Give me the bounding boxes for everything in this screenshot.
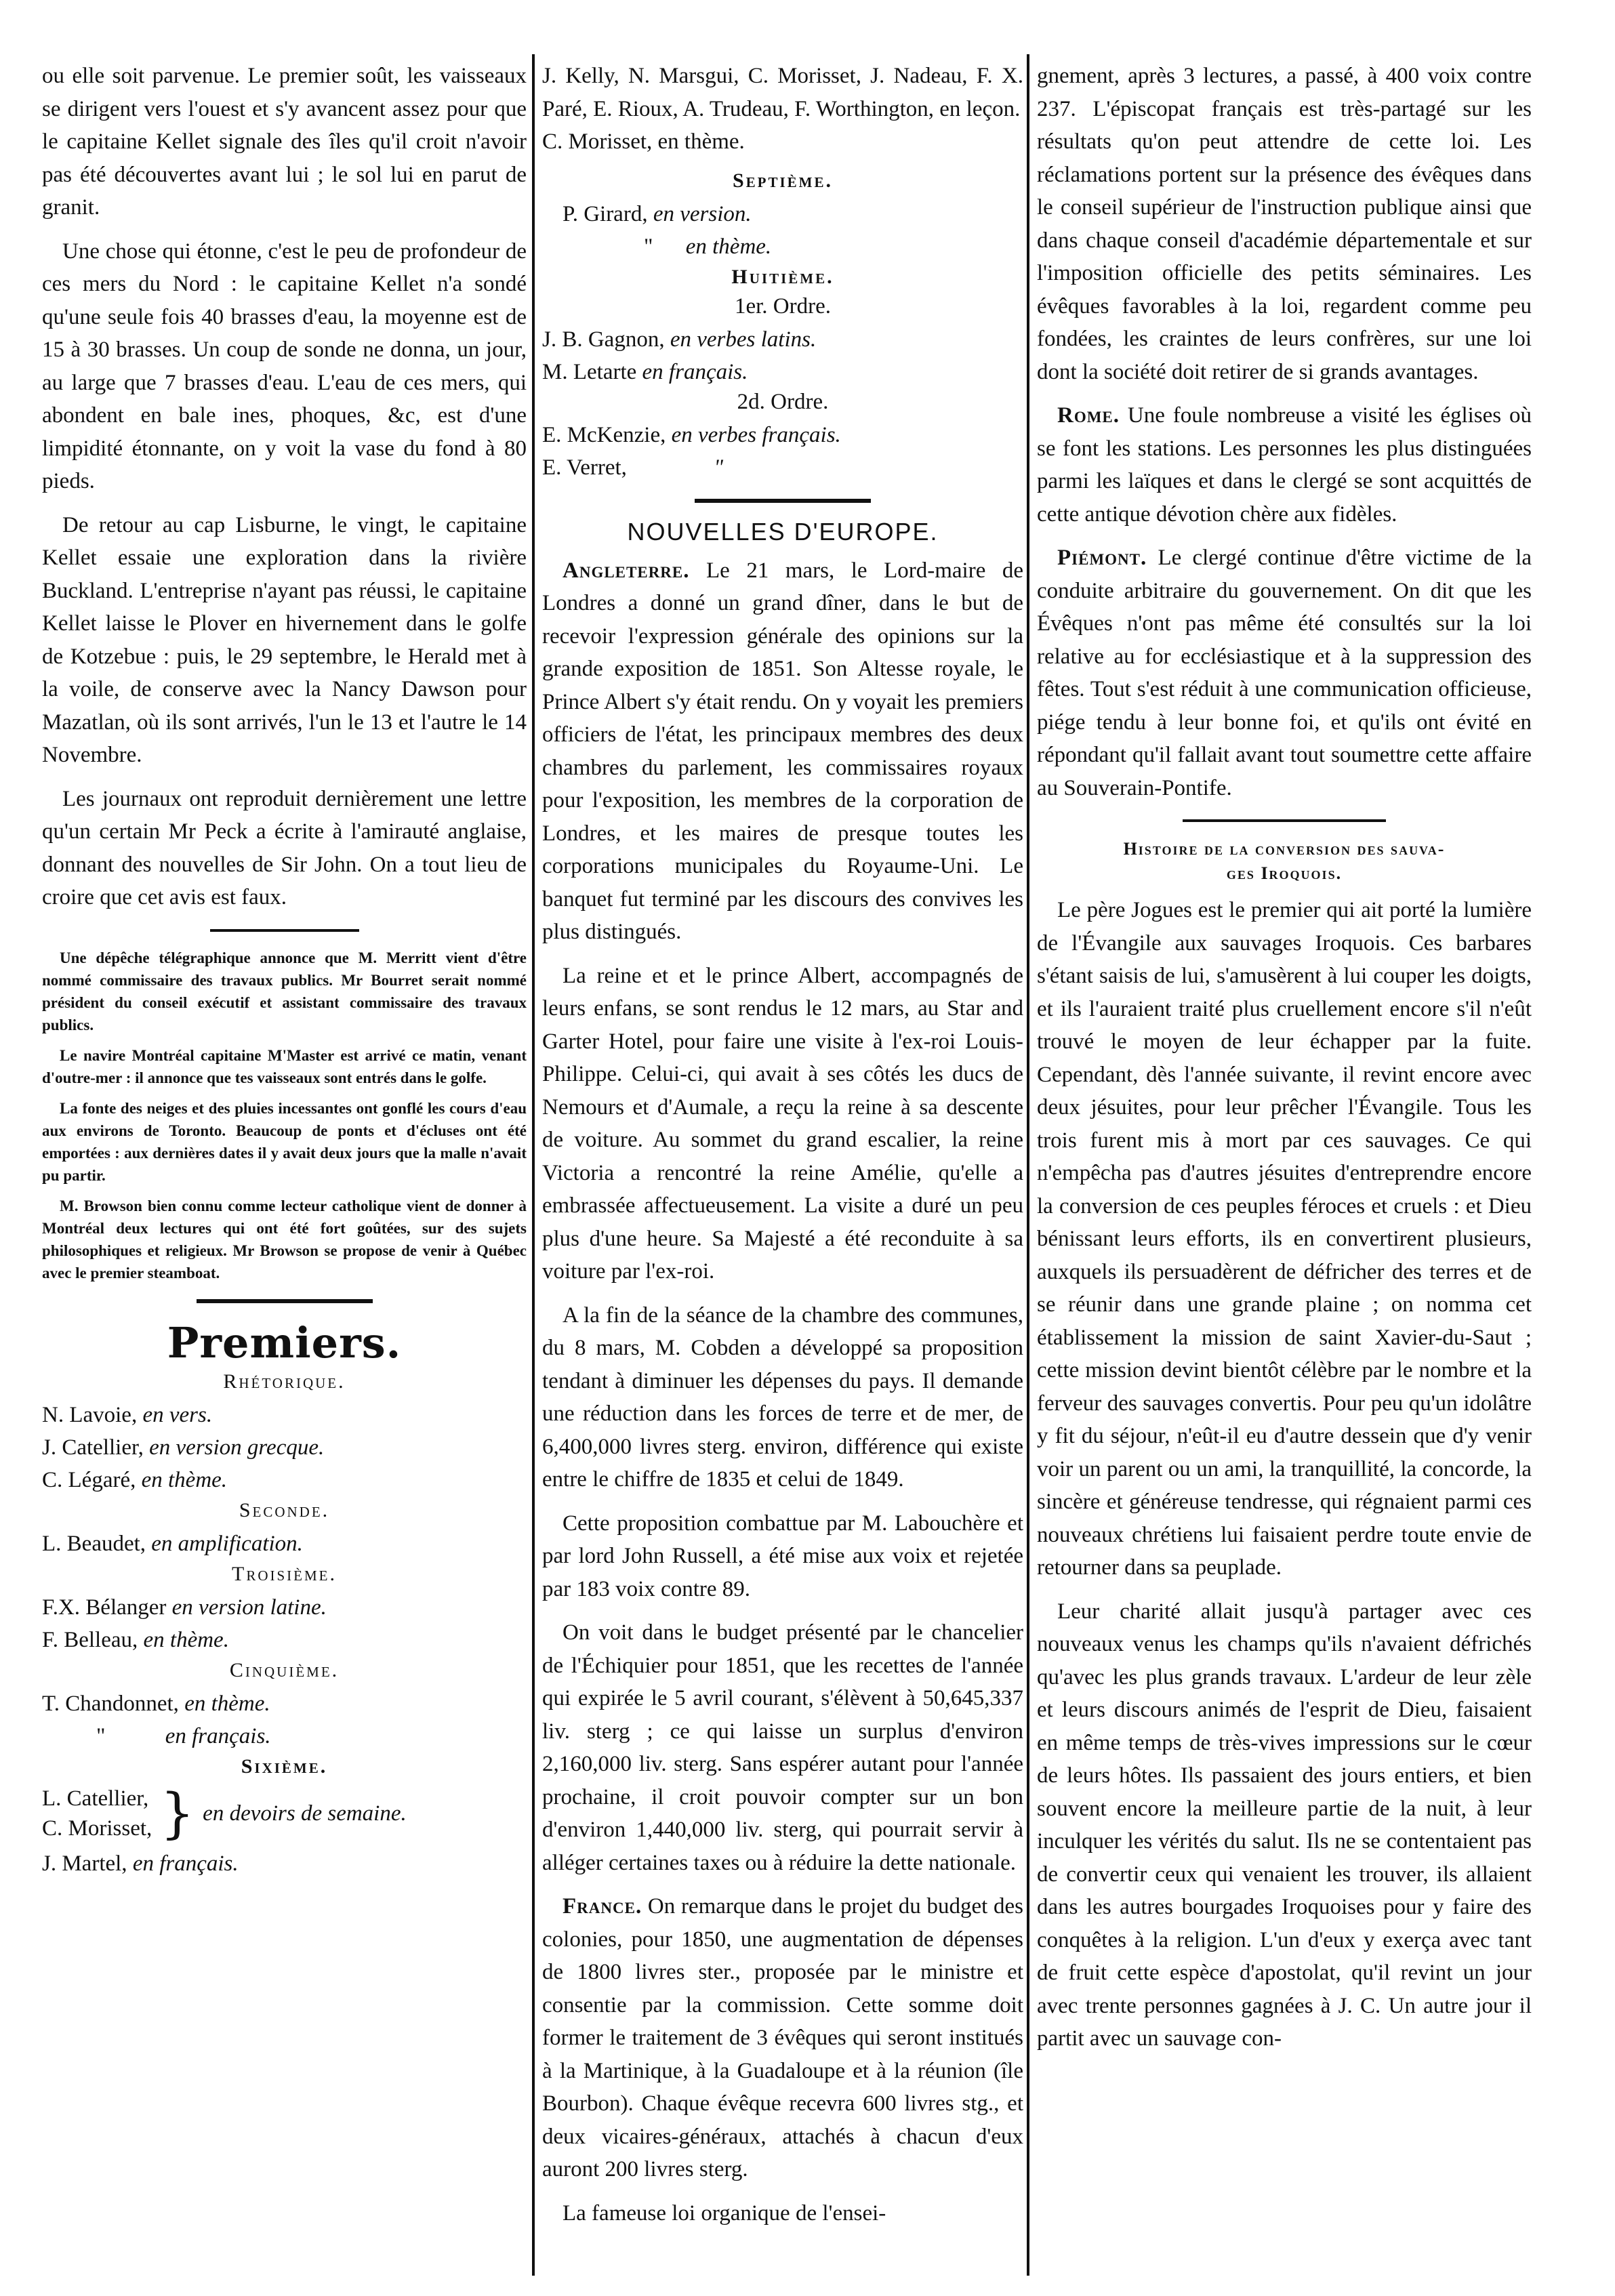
prize-subject: en devoirs de semaine.: [203, 1801, 407, 1826]
paragraph: ou elle soit parvenue. Le premier soût, les vaisseaux se dirigent vers l'ouest et s'y avancent assez pour que le capitaine Kellet signale des îles qu'il croit n'avoir pas été découvertes avant lui ; le sol lui en parut de granit.: [42, 64, 527, 220]
order-heading: 2d. Ordre.: [737, 389, 829, 414]
separator: [197, 1299, 373, 1303]
class-heading: Huitième.: [731, 265, 834, 288]
column-rule-1: [532, 54, 535, 2276]
section-title: Histoire de la conversion des sauva- ges Iroquois.: [1123, 839, 1446, 883]
brace-glyph: }: [160, 1781, 195, 1845]
separator: [1183, 819, 1386, 822]
class-heading: Cinquième.: [229, 1658, 340, 1681]
prize-line: J. Martel, en français.: [42, 1851, 239, 1876]
article-paragraph: Le père Jogues est le premier qui ait porté la lumière de l'Évangile aux sauvages Iroquois. Ces barbares s'étant saisis de lui, s'amusèrent à lui couper les doigts, et ils l'auraient traité plus cruellement encore s'il n'eût trouvé le moyen de leur échapper par la fuite. Cependant, dès l'année suivante, il revint encore avec deux jésuites, pour leur prêcher l'Évangile. Tous les trois furent mis à mort par ces sauvages. Ce qui n'empêcha pas d'autres jésuites d'entreprendre encore la conversion de ces peuples féroces et cruels : et Dieu bénissant leurs efforts, ils en convertirent plusieurs, auxquels ils persuadèrent de défricher des terres et de se réunir dans une grande plaine ; on nomma cet établissement la mission de saint Xavier-du-Saut ; cette mission devint bientôt célèbre par le nombre et la ferveur des sauvages convertis. Pour peu qu'un idolâtre y fit du séjour, n'eût-il eu d'autre dessein que d'y venir voir un parent ou un ami, la tranquillité, la concorde, la sincère et généreuse tendresse, qui régnaient parmi ces nouveaux chrétiens lui faisaient perdre toute envie de retourner dans sa peuplade.: [1037, 898, 1532, 1580]
student-name: L. Catellier,: [42, 1786, 149, 1811]
class-heading: Septième.: [732, 169, 834, 192]
prize-line: F. Belleau, en thème.: [42, 1627, 229, 1652]
separator: [695, 499, 871, 503]
class-heading: Sixième.: [241, 1755, 328, 1778]
class-heading: Rhétorique.: [223, 1370, 346, 1393]
prize-line: T. Chandonnet, en thème.: [42, 1691, 270, 1716]
prize-line: J. B. Gagnon, en verbes latins.: [542, 327, 817, 352]
prize-line: E. McKenzie, en verbes français.: [542, 422, 841, 447]
prize-line: C. Légaré, en thème.: [42, 1467, 228, 1492]
article-paragraph: France. On remarque dans le projet du budget des colonies, pour 1850, une augmentation de dépenses de 1800 livres ster., proposée par le ministre et consentie par la commission. Cette somme doit former le traitement de 3 évêques qui seront institués à la Martinique, à la Guadaloupe et à la réunion (île Bourbon). Chaque évêque recevra 600 livres stg., et deux vicaires-généraux, attachés à chacun d'eux auront 200 livres sterg.: [542, 1894, 1023, 2181]
prize-paragraph: C. Morisset, en thème.: [542, 129, 745, 154]
class-heading: Troisième.: [232, 1562, 337, 1585]
article-paragraph: Leur charité allait jusqu'à partager avec ces nouveaux venus les champs qu'ils n'avaient défrichés qu'avec les plus grands travaux. L'ardeur de leur zèle et leurs discours animés de l'esprit de Dieu, faisaient en même temps de très-vives impressions sur le cœur de leurs hôtes. Ils passaient des jours entiers, et bien souvent encore la meilleure partie de la nuit, à leur inculquer les vérités du salut. Ils ne se contentaient pas de convertir ceux qui venaient les trouver, ils allaient dans les autres bourgades Iroquoises pour y faire des conquêtes à la religion. L'un d'eux y exerça avec tant de fruit cette espèce d'apostolat, qu'il revint un jour avec trente personnes gagnées à J. C. Un autre jour il partit avec un sauvage con-: [1037, 1599, 1532, 2051]
article-paragraph: Rome. Une foule nombreuse a visité les églises où se font les stations. Les personnes les plus distinguées parmi les laïques et dans le clergé se sont acquittés de cette antique dévotion chère aux fidèles.: [1037, 403, 1532, 527]
prize-line: F.X. Bélanger en version latine.: [42, 1595, 327, 1620]
article-paragraph: La fameuse loi organique de l'ensei-: [563, 2200, 886, 2226]
order-heading: 1er. Ordre.: [734, 293, 832, 319]
student-name: C. Morisset,: [42, 1816, 152, 1841]
prize-line: " en thème.: [644, 234, 772, 259]
prize-line: J. Catellier, en version grecque.: [42, 1435, 325, 1460]
prize-line: " en français.: [96, 1723, 271, 1748]
paragraph: Les journaux ont reproduit dernièrement une lettre qu'un certain Mr Peck a écrite à l'amirauté anglaise, donnant des nouvelles de Sir John. On a tout lieu de croire que cet avis est faux.: [42, 786, 527, 909]
news-brief: Le navire Montréal capitaine M'Master est arrivé ce matin, venant d'outre-mer : il annonce que tes vaisseaux sont entrés dans le golfe.: [42, 1046, 527, 1086]
prize-line: L. Beaudet, en amplification.: [42, 1531, 303, 1556]
prize-paragraph: J. Kelly, N. Marsgui, C. Morisset, J. Nadeau, F. X. Paré, E. Rioux, A. Trudeau, F. Worthington, en leçon.: [542, 64, 1023, 121]
article-paragraph: A la fin de la séance de la chambre des communes, du 8 mars, M. Cobden a développé sa proposition tendant à diminuer les dépenses du pays. Il demande une réduction dans les forces de terre et de mer, de 6,400,000 livres sterg. environ, différence qui existe entre le chiffre de 1835 et celui de 1849.: [542, 1303, 1023, 1492]
article-paragraph: Angleterre. Le 21 mars, le Lord-maire de Londres a donné un grand dîner, dans le but de recevoir l'expression générale des opinions sur la grande exposition de 1851. Son Altesse royale, le Prince Albert s'y était rendu. On y voyait les premiers officiers de l'état, les principaux membres des deux chambres du parlement, les commissaires royaux pour l'exposition, les membres de la corporation de Londres, et les maires de presque toutes les corporations municipales du Royaume-Uni. Le banquet fut terminé par les discours des convives les plus distingués.: [542, 558, 1023, 944]
article-paragraph: gnement, après 3 lectures, a passé, à 400 voix contre 237. L'épiscopat français est très-partagé sur les résultats qu'on peut attendre de cette loi. Les réclamations portent sur la présence des évêques dans le conseil supérieur de l'instruction publique ainsi que dans chaque conseil d'académie départementale et sur l'imposition officielle des petits séminaires. Les évêques favorables à la loi, regardent comme peu fondées, les craintes de leurs confrères, sur une loi dont la société doit retirer de si grands avantages.: [1037, 64, 1532, 384]
paragraph: Une chose qui étonne, c'est le peu de profondeur de ces mers du Nord : le capitaine Kellet n'a sondé qu'une seule fois 40 brasses d'eau, la moyenne est de 15 à 30 brasses. Un coup de sonde ne donna, un jour, au large que 7 brasses d'eau. L'eau de ces mers, qui abondent en bale ines, phoques, &c, est d'une limpidité étonnante, on y voit la vase du fond à 80 pieds.: [42, 239, 527, 493]
article-paragraph: La reine et et le prince Albert, accompagnés de leurs enfans, se sont rendus le 12 mars, au Star and Garter Hotel, pour faire une visite à l'ex-roi Louis-Philippe. Celui-ci, qui avait à ses côtés les ducs de Nemours et d'Aumale, a reçu la reine à sa descente de voiture. Au sommet du grand escalier, la reine Victoria a rencontré la reine Amélie, qu'elle a embrassée affectueusement. La visite a duré un peu plus d'une heure. Sa Majesté a été reconduite à sa voiture par l'ex-roi.: [542, 963, 1023, 1284]
prize-line: N. Lavoie, en vers.: [42, 1402, 213, 1427]
news-brief: Une dépêche télégraphique annonce que M. Merritt vient d'être nommé commissaire des travaux publics. Mr Bourret serait nommé président du conseil exécutif et assistant commissaire des travaux publics.: [42, 949, 527, 1033]
article-paragraph: Piémont. Le clergé continue d'être victime de la conduite arbitraire du gouvernement. On dit que les Évêques n'ont pas même été consultés sur la loi relative au for ecclésiastique et à la suppression des fêtes. Tout s'est réduit à une communication officieuse, piége tendu à leur bonne foi, et qu'ils ont évité en répondant qu'il fallait avant tout soumettre cette affaire au Souverain-Pontife.: [1037, 546, 1532, 800]
column-rule-2: [1027, 54, 1029, 2276]
news-brief: La fonte des neiges et des pluies incessantes ont gonflé les cours d'eau aux environs de Toronto. Beaucoup de ponts et d'écluses ont été emportées : aux dernières dates il y avait deux jours que la malle n'avait pu partir.: [42, 1099, 527, 1184]
prize-line: M. Letarte en français.: [542, 359, 748, 384]
section-title: NOUVELLES D'EUROPE.: [627, 517, 939, 546]
news-brief: M. Browson bien connu comme lecteur catholique vient de donner à Montréal deux lectures qui ont été fort goûtées, sur des sujets philosophiques et religieux. Mr Browson se propose de venir à Québec avec le premier steamboat.: [42, 1197, 527, 1282]
article-paragraph: Cette proposition combattue par M. Labouchère et par lord John Russell, a été mise aux voix et rejetée par 183 voix contre 89.: [542, 1511, 1023, 1601]
article-paragraph: On voit dans le budget présenté par le chancelier de l'Échiquier pour 1851, que les recettes de l'année qui expirée le 5 avril courant, s'élèvent à 50,645,337 liv. sterg ; ce qui laisse un surplus d'environ 2,160,000 liv. sterg. Sans espérer autant pour l'année prochaine, il croit pouvoir compter sur un bon d'environ 1,440,000 liv. sterg, qui pourrait servir à alléger certaines taxes ou à réduire la dette nationale.: [542, 1620, 1023, 1875]
class-heading: Seconde.: [239, 1498, 330, 1521]
column-3: [1037, 60, 1532, 2066]
column-1: [42, 60, 527, 1880]
prize-line: P. Girard, en version.: [563, 201, 752, 226]
premiers-title: Premiers.: [167, 1317, 402, 1368]
column-2: [542, 60, 1023, 2240]
brace-group: [42, 1781, 527, 1845]
paragraph: De retour au cap Lisburne, le vingt, le capitaine Kellet essaie une exploration dans la rivière Buckland. L'entreprise n'ayant pas réussi, le capitaine Kellet laisse le Plover en hivernement dans le golfe de Kotzebue : puis, le 29 septembre, le Herald met à la voile, de conserve avec la Nancy Dawson pour Mazatlan, où ils sont arrivés, l'un le 13 et l'autre le 14 Novembre.: [42, 512, 527, 767]
separator: [210, 929, 359, 932]
prize-line: E. Verret, ": [542, 455, 724, 480]
